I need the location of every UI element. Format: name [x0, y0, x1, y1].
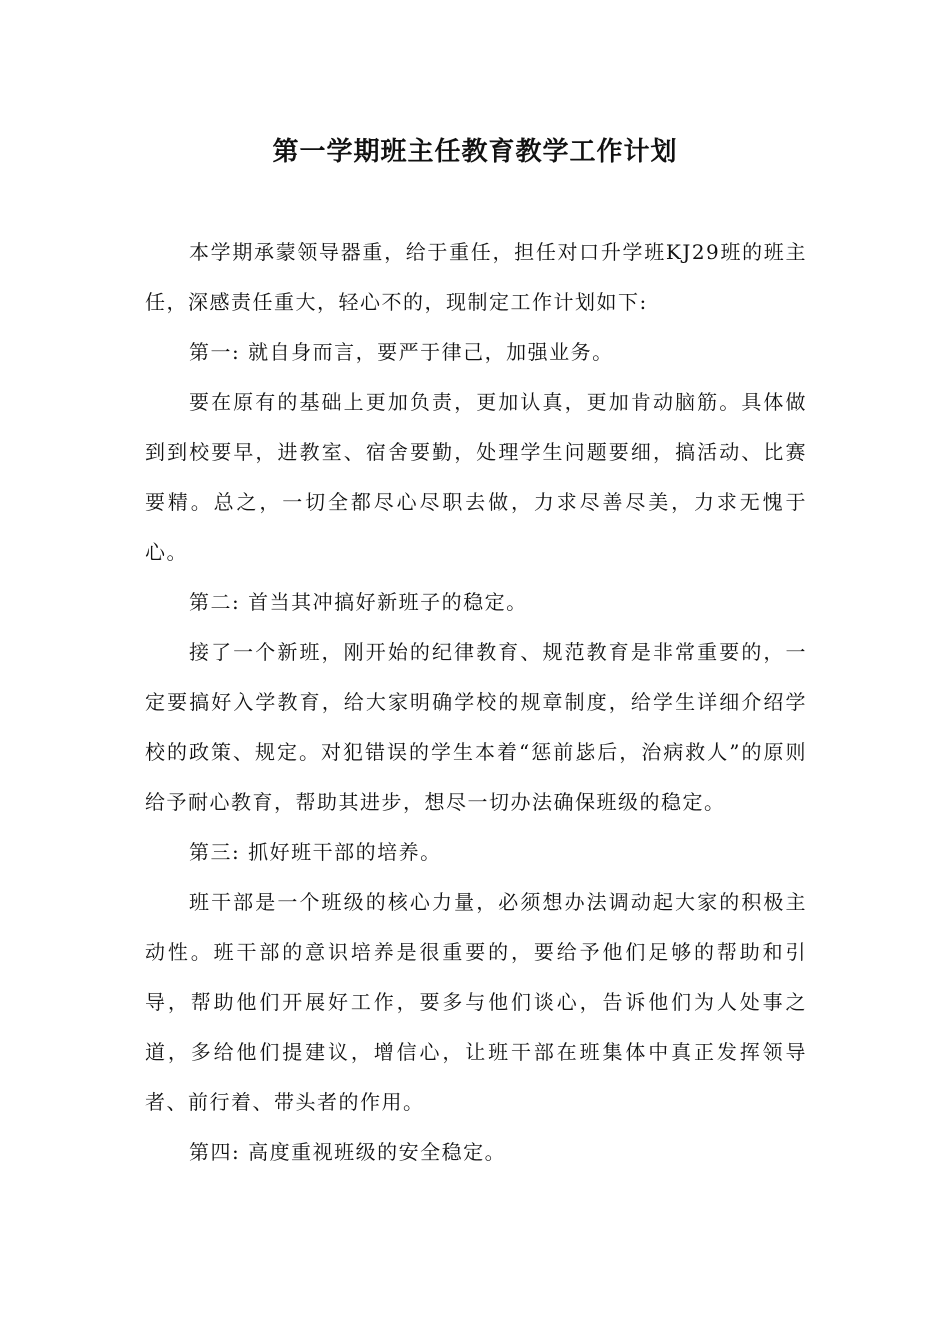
paragraph-body-2: 接了一个新班，刚开始的纪律教育、规范教育是非常重要的，一定要搞好入学教育，给大家明确学校的规章制度，给学生详细介绍学校的政策、规定。对犯错误的学生本着“惩前毖后，治病救人”的原则给予耐心教育，帮助其进步，想尽一切办法确保班级的稳定。 [145, 640, 807, 814]
paragraph-body-1: 要在原有的基础上更加负责，更加认真，更加肯动脑筋。具体做到到校要早，进教室、宿舍要勤，处理学生问题要细，搞活动、比赛要精。总之，一切全都尽心尽职去做，力求尽善尽美，力求无愧于心。 [145, 390, 807, 564]
paragraph-heading-1: 第一: 就自身而言，要严于律己，加强业务。 [189, 340, 614, 364]
paragraph-body-3: 班干部是一个班级的核心力量，必须想办法调动起大家的积极主动性。班干部的意识培养是很重要的，要给予他们足够的帮助和引导，帮助他们开展好工作，要多与他们谈心，告诉他们为人处事之道，多给他们提建议，增信心，让班干部在班集体中真正发挥领导者、前行着、带头者的作用。 [145, 890, 807, 1114]
paragraph-intro: 本学期承蒙领导器重，给于重任，担任对口升学班KJ29班的班主任，深感责任重大，轻心不的，现制定工作计划如下: [145, 240, 807, 314]
paragraph-heading-2: 第二: 首当其冲搞好新班子的稳定。 [189, 590, 528, 614]
paragraph-heading-4: 第四: 高度重视班级的安全稳定。 [189, 1140, 507, 1164]
document-title: 第一学期班主任教育教学工作计划 [272, 137, 678, 167]
document-body [145, 227, 807, 1177]
paragraph-heading-3: 第三: 抓好班干部的培养。 [189, 840, 442, 864]
